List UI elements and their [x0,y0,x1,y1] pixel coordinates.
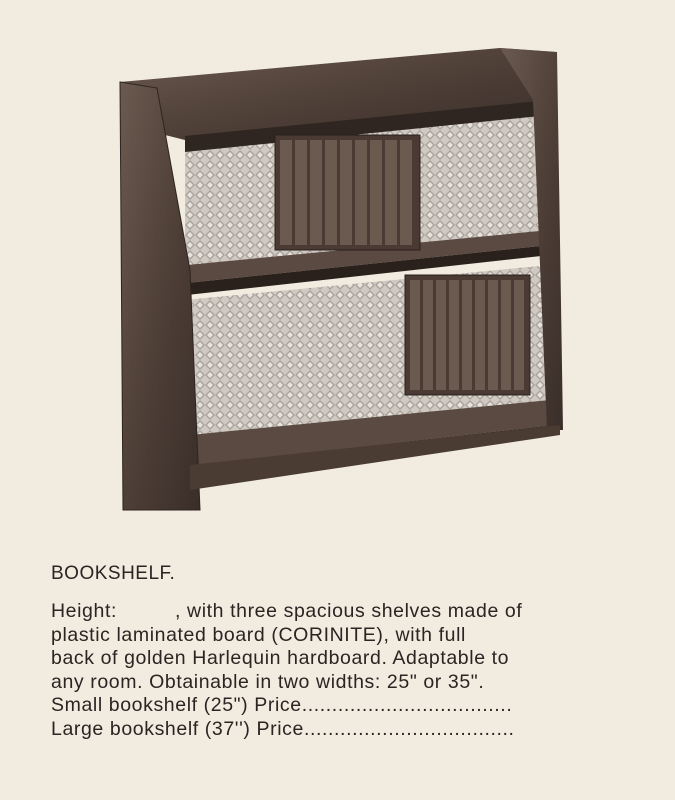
height-rest: , with three spacious shelves made of [175,600,523,622]
description-line-4: any room. Obtainable in two widths: 25" or 35". [51,670,485,693]
product-title: BOOKSHELF. [51,563,176,584]
bookshelf-photo [95,40,575,540]
large-price-line: Large bookshelf (37'') Price................................... [51,717,515,740]
description-line-2: plastic laminated board (CORINITE), with full [51,623,466,646]
description-line-1 [51,600,641,624]
height-label: Height: [51,600,117,622]
description-line-3: back of golden Harlequin hardboard. Adaptable to [51,647,510,669]
small-price-line: Small bookshelf (25") Price................................... [51,694,513,716]
product-description [51,600,641,741]
